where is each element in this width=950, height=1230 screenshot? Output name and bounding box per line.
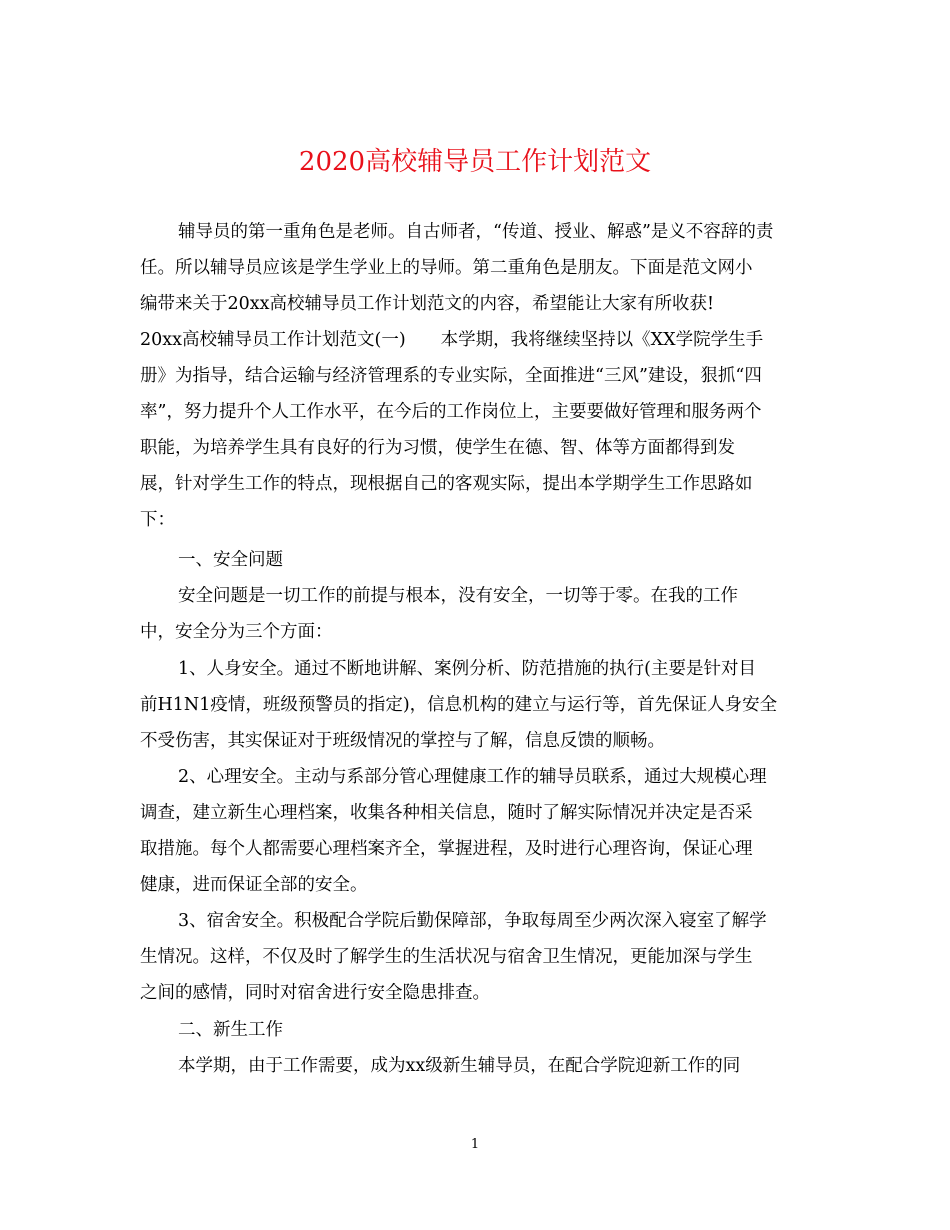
section-heading-1: 一、安全问题 xyxy=(178,550,283,570)
body-line-17: 调查，建立新生心理档案，收集各种相关信息，随时了解实际情况并决定是否采 xyxy=(140,803,753,823)
body-line-5: 册》为指导，结合运输与经济管理系的专业实际，全面推进“三风”建设，狠抓“四 xyxy=(140,366,762,386)
body-line-19: 健康，进而保证全部的安全。 xyxy=(140,875,368,895)
body-line-9: 下： xyxy=(140,510,175,530)
body-line-1: 辅导员的第一重角色是老师。自古师者，“传道、授业、解惑”是义不容辞的责 xyxy=(178,222,774,242)
body-line-18: 取措施。每个人都需要心理档案齐全，掌握进程，及时进行心理咨询，保证心理 xyxy=(140,839,753,859)
body-line-3: 编带来关于20xx高校辅导员工作计划范文的内容，希望能让大家有所收获! xyxy=(140,294,715,314)
body-line-13: 1、人身安全。通过不断地讲解、案例分析、防范措施的执行(主要是针对目 xyxy=(178,659,756,679)
body-line-11: 安全问题是一切工作的前提与根本，没有安全，一切等于零。在我的工作 xyxy=(178,586,738,606)
body-line-20: 3、宿舍安全。积极配合学院后勤保障部，争取每周至少两次深入寝室了解学 xyxy=(178,911,767,931)
body-line-14: 前H1N1疫情，班级预警员的指定)，信息机构的建立与运行等，首先保证人身安全 xyxy=(140,695,778,715)
section-heading-2: 二、新生工作 xyxy=(178,1020,283,1040)
page-title: 2020高校辅导员工作计划范文 xyxy=(298,147,652,177)
body-line-21: 生情况。这样，不仅及时了解学生的生活状况与宿舍卫生情况，更能加深与学生 xyxy=(140,947,753,967)
page-number: 1 xyxy=(470,1137,480,1152)
body-line-24: 本学期，由于工作需要，成为xx级新生辅导员，在配合学院迎新工作的同 xyxy=(178,1056,741,1076)
body-line-12: 中，安全分为三个方面： xyxy=(140,622,333,642)
body-line-22: 之间的感情，同时对宿舍进行安全隐患排查。 xyxy=(140,983,490,1003)
body-line-6: 率”，努力提升个人工作水平，在今后的工作岗位上，主要要做好管理和服务两个 xyxy=(140,402,762,422)
body-line-2: 任。所以辅导员应该是学生学业上的导师。第二重角色是朋友。下面是范文网小 xyxy=(140,258,753,278)
body-line-8: 展，针对学生工作的特点，现根据自己的客观实际，提出本学期学生工作思路如 xyxy=(140,474,753,494)
body-line-7: 职能，为培养学生具有良好的行为习惯，使学生在德、智、体等方面都得到发 xyxy=(140,438,735,458)
body-line-4: 20xx高校辅导员工作计划范文(一) 本学期，我将继续坚持以《XX学院学生手 xyxy=(140,330,764,350)
body-line-16: 2、心理安全。主动与系部分管心理健康工作的辅导员联系，通过大规模心理 xyxy=(178,767,767,787)
body-line-15: 不受伤害，其实保证对于班级情况的掌控与了解，信息反馈的顺畅。 xyxy=(140,731,665,751)
